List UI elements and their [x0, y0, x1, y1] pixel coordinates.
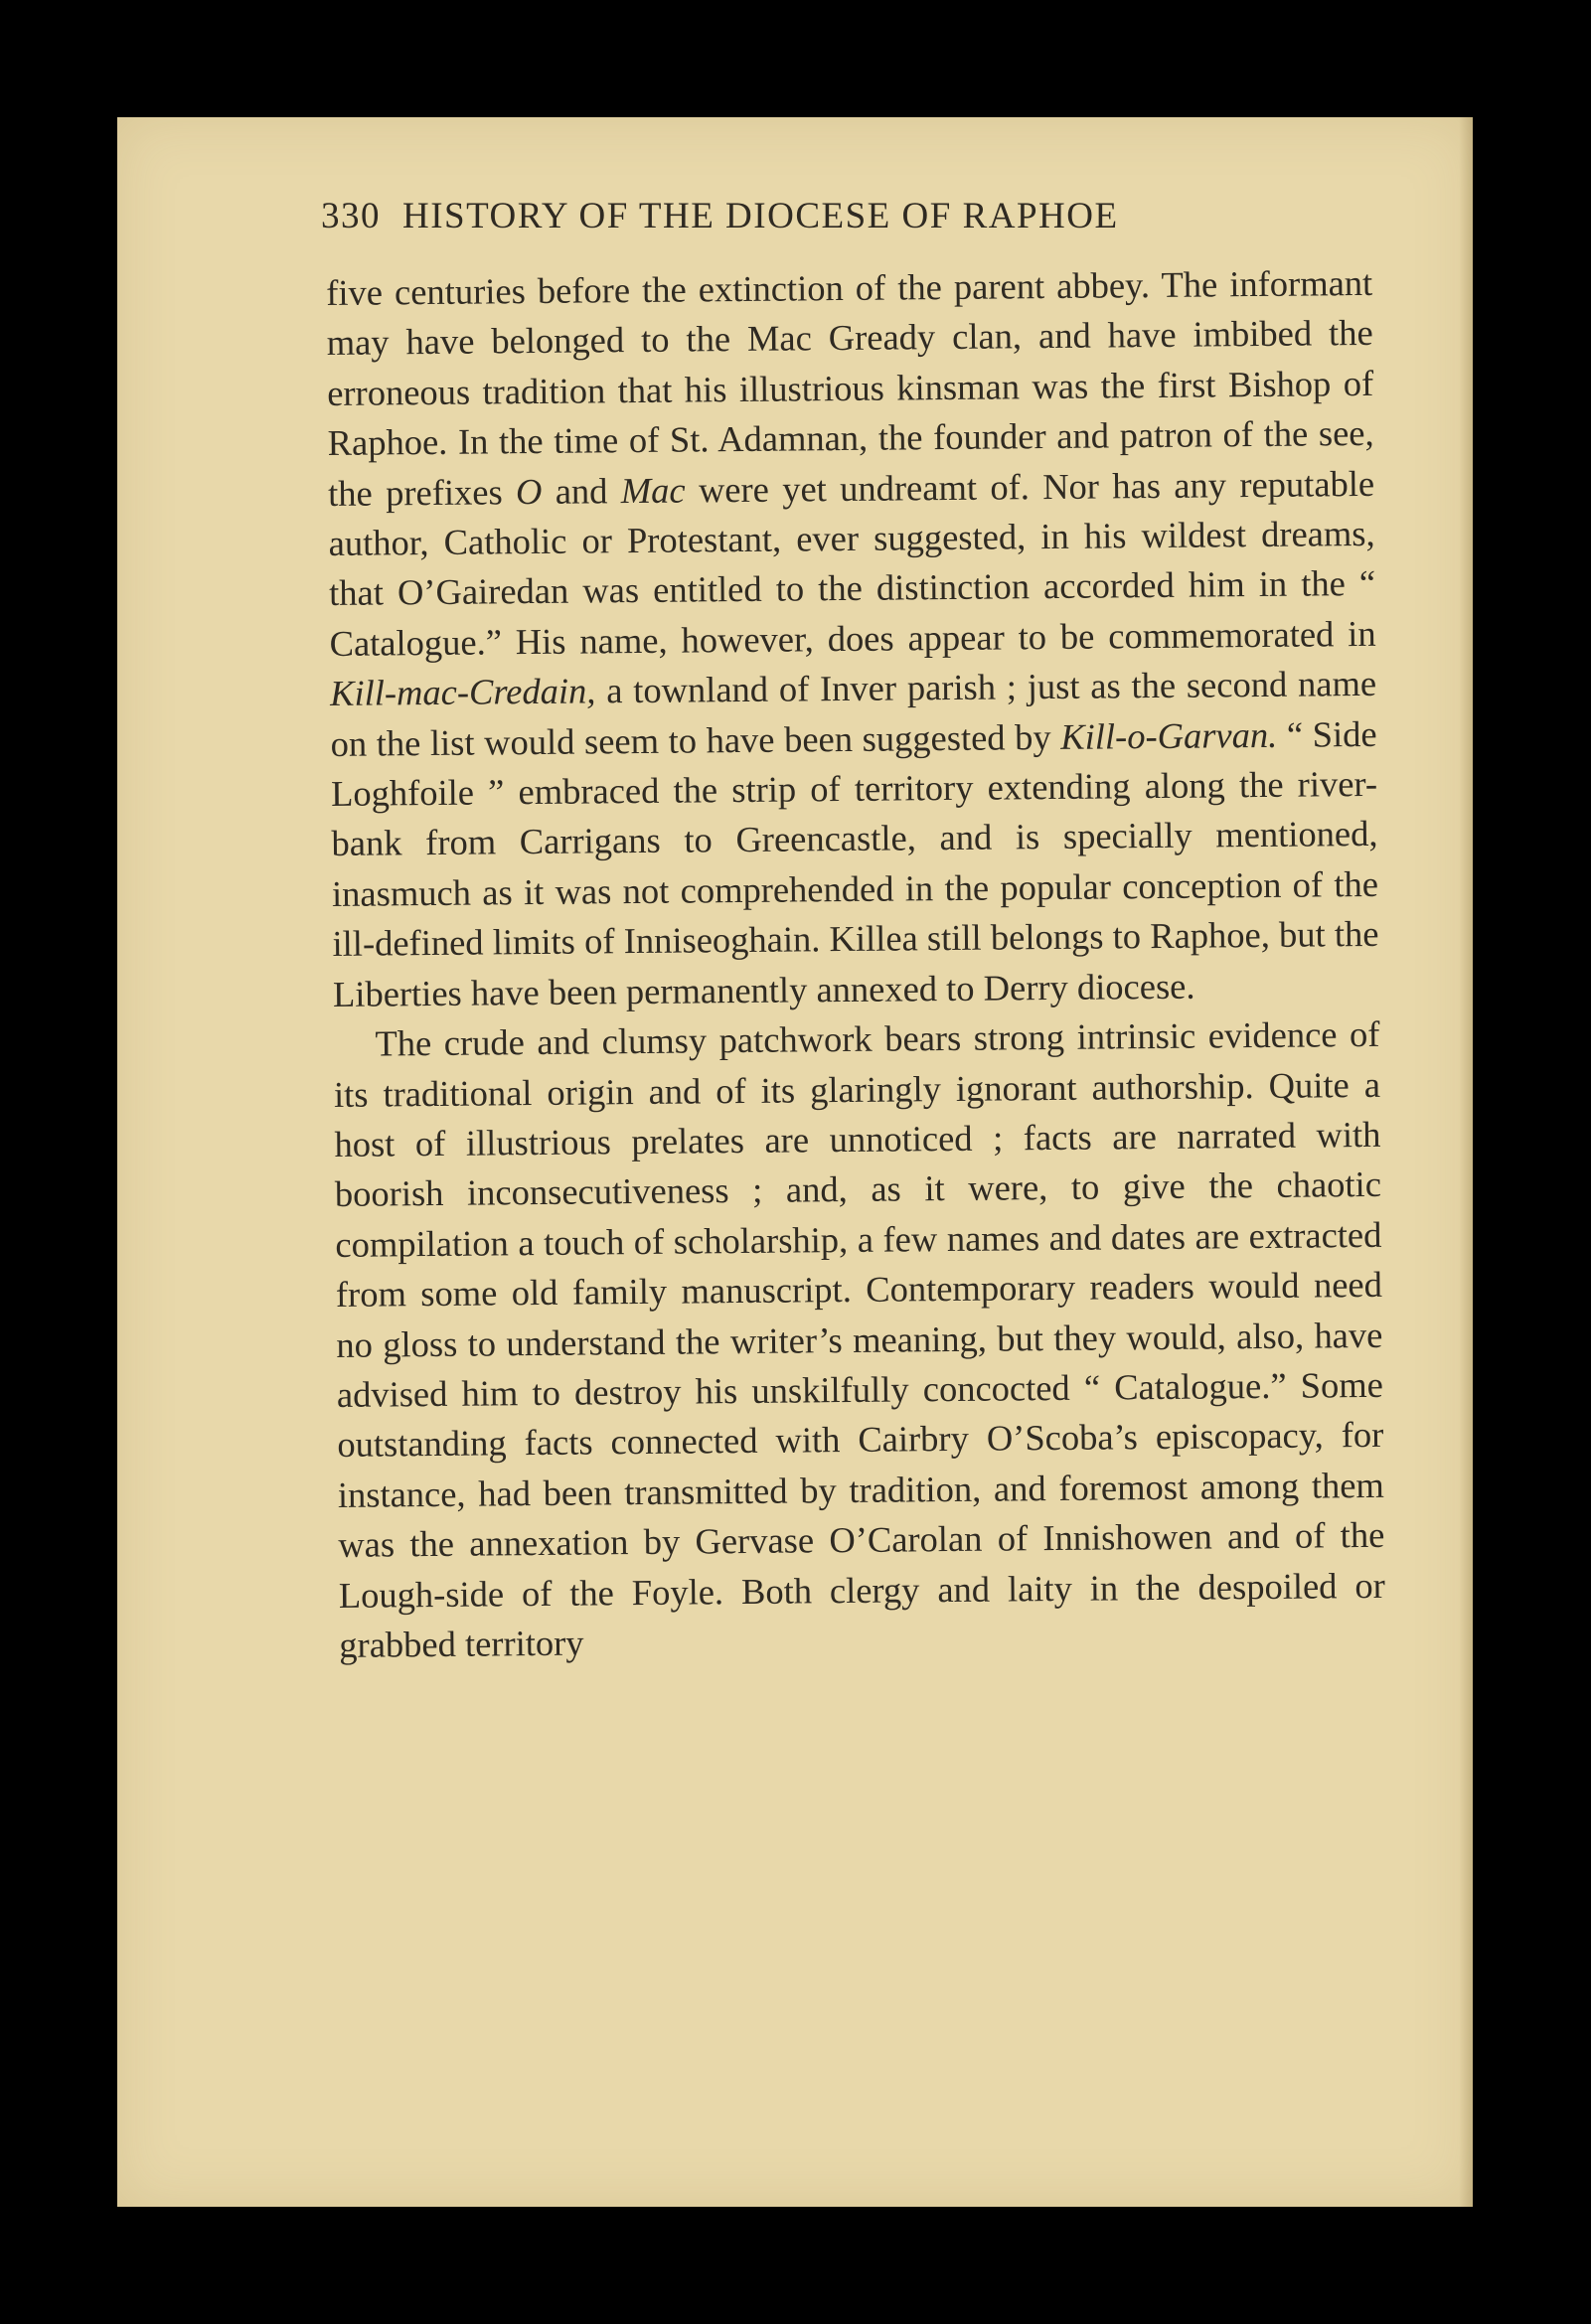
p1-text-a: five centuries before the extinction of the parent abbey. The informant may have belonged to the Mac Gready clan, and have imbibed the erroneous tradition that his illustrious kinsman was the first Bishop of Raphoe. In the time of St. Adamnan, the founder and patron of the see, the prefixes — [326, 261, 1374, 514]
page-edge-shadow — [1459, 117, 1473, 2207]
p1-text-d: a townland of Inver parish ; just as the second name on the list would seem to have been suggested by — [330, 663, 1377, 764]
body-text — [326, 258, 1385, 1670]
p1-italic-kill-mac-credain: Kill-mac-Credain, — [329, 670, 596, 714]
p1-italic-mac: Mac — [620, 469, 686, 511]
running-head — [321, 195, 1414, 237]
paragraph-2: The crude and clumsy patchwork bears strong intrinsic evidence of its traditional origin and of its glaringly ignorant authorship. Quite a host of illustrious prelates are unnoticed ; facts are narrated with boorish inconsecutiveness ; and, as it were, to give the chaotic compilation a touch of scholarship, a few names and dates are extracted from some old family manuscript. Contemporary readers would need no gloss to understand the writer’s meaning, but they would, also, have advised him to destroy his unskilfully concocted “ Catalogue.” Some outstanding facts connected with Cairbry O’Scoba’s episcopacy, for instance, had been transmitted by tradition, and foremost among them was the annexation by Gervase O’Carolan of Innishowen and of the Lough-side of the Foyle. Both clergy and laity in the despoiled or grabbed territory — [333, 1012, 1385, 1665]
p1-text-b: and — [542, 469, 621, 512]
p1-text-e: “ Side Loghfoile ” embraced the strip of territory extending along the river-bank from Carrigans to Greencastle, and is specially mentioned, inasmuch as it was not comprehended in the popular conception of the ill-defined limits of Inniseoghain. Killea still belongs to Raphoe, but the Liberties have been permanently annexed to Derry diocese. — [330, 712, 1379, 1014]
p1-italic-o: O — [515, 470, 543, 512]
running-title: HISTORY OF THE DIOCESE OF RAPHOE — [402, 196, 1119, 236]
p1-italic-kill-o-garvan: Kill-o-Garvan. — [1060, 713, 1278, 757]
book-page — [117, 117, 1473, 2207]
p1-text-c: were yet undreamt of. Nor has any reputable author, Catholic or Protestant, ever suggested, in his wildest dreams, that O’Gairedan was entitled to the distinction accorded him in the “ Catalogue.” His name, however, does appear to be commemorated in — [328, 462, 1376, 664]
page-number: 330 — [321, 196, 381, 236]
paragraph-1 — [326, 258, 1379, 1019]
